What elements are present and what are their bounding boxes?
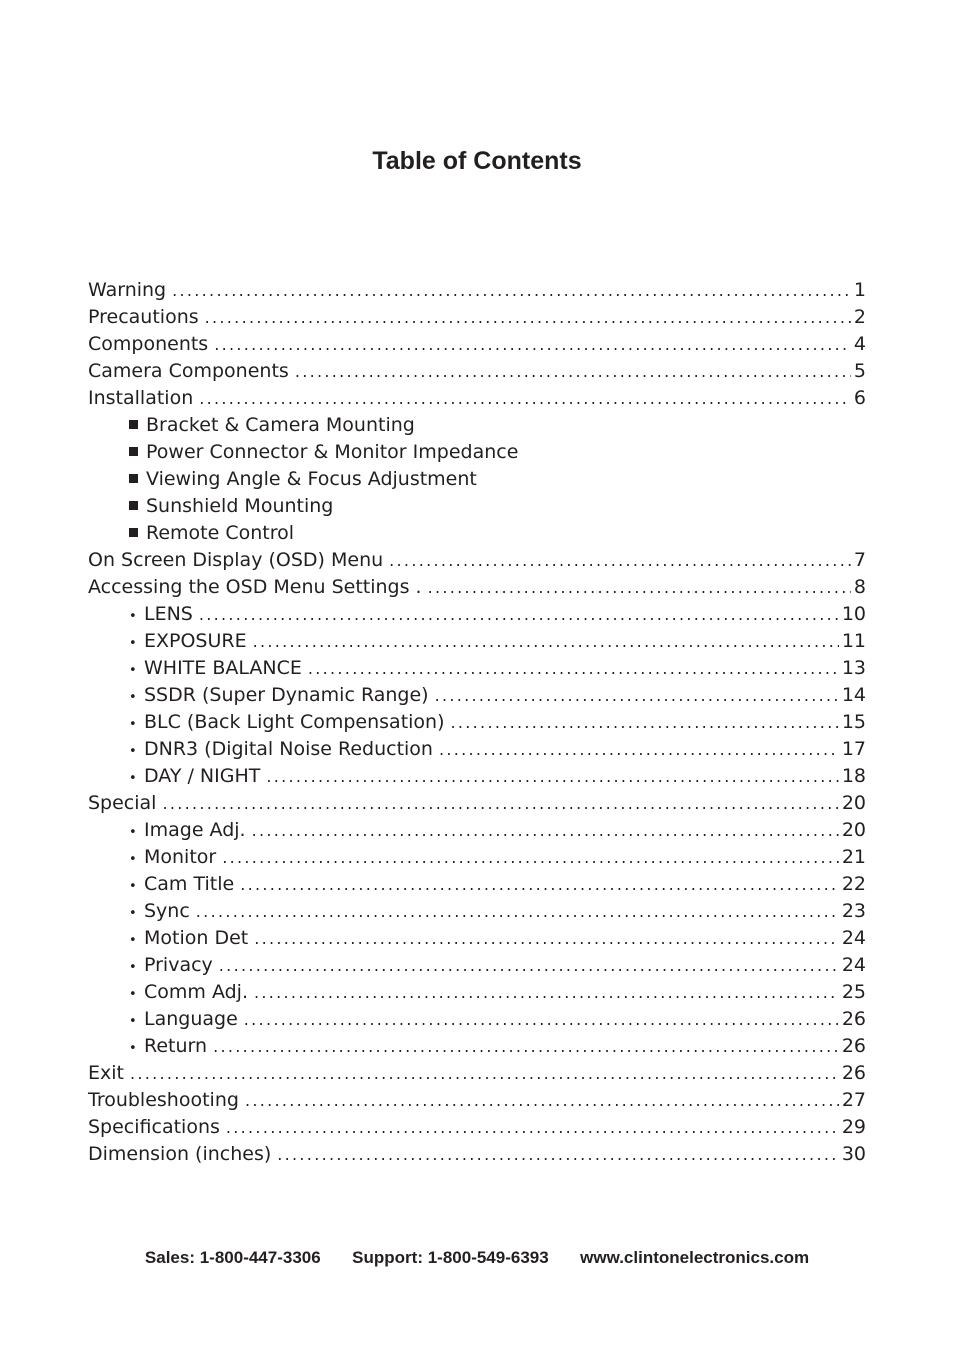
dot-leader <box>222 844 839 871</box>
square-bullet-icon <box>129 447 138 456</box>
dot-leader <box>277 1141 839 1168</box>
toc-entry-label: Specifications <box>88 1116 220 1138</box>
toc-entry[interactable] <box>0 790 954 817</box>
toc-entry[interactable] <box>0 385 954 412</box>
toc-subentry[interactable] <box>0 763 954 790</box>
footer <box>0 1246 954 1270</box>
toc-subentry[interactable] <box>0 439 954 466</box>
dot-leader <box>219 952 839 979</box>
toc-entry-label: Special <box>88 792 157 814</box>
bullet-icon: • <box>129 663 137 678</box>
toc-entry[interactable] <box>0 1141 954 1168</box>
dot-leader <box>435 682 839 709</box>
toc-entry[interactable] <box>0 1114 954 1141</box>
toc-entry-label: Cam Title <box>144 873 235 895</box>
bullet-icon: • <box>129 825 137 840</box>
square-bullet-icon <box>129 528 138 537</box>
toc-subentry[interactable] <box>0 466 954 493</box>
dot-leader <box>254 925 839 952</box>
toc-entry-label: Troubleshooting <box>88 1089 239 1111</box>
toc-entry-label: BLC (Back Light Compensation) <box>144 711 445 733</box>
toc-entry-label: Camera Components <box>88 360 289 382</box>
toc-entry-label: Sunshield Mounting <box>146 495 334 517</box>
toc-entry-page: 30 <box>841 1143 866 1165</box>
bullet-icon: • <box>129 906 137 921</box>
toc-subentry[interactable] <box>0 844 954 871</box>
toc-subentry[interactable] <box>0 898 954 925</box>
toc-entry-page: 10 <box>841 603 866 625</box>
dot-leader <box>172 277 851 304</box>
toc-entry-label: Components <box>88 333 209 355</box>
bullet-icon: • <box>129 1014 137 1029</box>
toc-entry-page: 15 <box>841 711 866 733</box>
toc-subentry[interactable] <box>0 871 954 898</box>
toc-subentry[interactable] <box>0 628 954 655</box>
toc-entry-label: On Screen Display (OSD) Menu <box>88 549 384 571</box>
toc-entry-page: 24 <box>841 954 866 976</box>
toc-entry-page: 4 <box>853 333 866 355</box>
toc-entry-label: Remote Control <box>146 522 295 544</box>
toc-entry-page: 27 <box>841 1089 866 1111</box>
toc-entry-page: 6 <box>853 387 866 409</box>
bullet-icon: • <box>129 717 137 732</box>
bullet-icon: • <box>129 1041 137 1056</box>
toc-subentry[interactable] <box>0 601 954 628</box>
toc-entry-label: Language <box>144 1008 238 1030</box>
toc-entry-label: Precautions <box>88 306 199 328</box>
toc-entry-label: Privacy <box>144 954 213 976</box>
dot-leader <box>428 574 851 601</box>
dot-leader <box>214 331 851 358</box>
bullet-icon: • <box>129 933 137 948</box>
toc-entry-label: DAY / NIGHT <box>144 765 261 787</box>
toc-subentry[interactable] <box>0 682 954 709</box>
toc-entry-page: 17 <box>841 738 866 760</box>
sales-phone: Sales: 1-800-447-3306 <box>144 1248 321 1267</box>
toc-subentry[interactable] <box>0 520 954 547</box>
bullet-icon: • <box>129 690 137 705</box>
toc-entry-page: 2 <box>853 306 866 328</box>
dot-leader <box>451 709 839 736</box>
toc-subentry[interactable] <box>0 952 954 979</box>
toc-entry[interactable] <box>0 304 954 331</box>
dot-leader <box>245 1087 839 1114</box>
toc-entry-page: 18 <box>841 765 866 787</box>
toc-subentry[interactable] <box>0 817 954 844</box>
toc-entry-page: 26 <box>841 1062 866 1084</box>
toc-entry-label: SSDR (Super Dynamic Range) <box>144 684 429 706</box>
dot-leader <box>130 1060 839 1087</box>
dot-leader <box>196 898 839 925</box>
toc-entry-page: 11 <box>841 630 866 652</box>
toc-entry-page: 21 <box>841 846 866 868</box>
toc-entry-label: Viewing Angle & Focus Adjustment <box>146 468 477 490</box>
toc-entry-page: 29 <box>841 1116 866 1138</box>
dot-leader <box>199 385 851 412</box>
toc-entry-page: 26 <box>841 1008 866 1030</box>
square-bullet-icon <box>129 420 138 429</box>
dot-leader <box>205 304 851 331</box>
bullet-icon: • <box>129 609 137 624</box>
toc-subentry[interactable] <box>0 1006 954 1033</box>
dot-leader <box>226 1114 839 1141</box>
dot-leader <box>244 1006 839 1033</box>
toc-subentry[interactable] <box>0 736 954 763</box>
toc-subentry[interactable] <box>0 412 954 439</box>
toc-entry-page: 8 <box>853 576 866 598</box>
bullet-icon: • <box>129 879 137 894</box>
toc-entry-label: Comm Adj. <box>144 981 248 1003</box>
dot-leader <box>162 790 838 817</box>
toc-subentry[interactable] <box>0 925 954 952</box>
toc-entry-page: 14 <box>841 684 866 706</box>
toc-entry-label: Installation <box>88 387 194 409</box>
toc-entry-label: DNR3 (Digital Noise Reduction <box>144 738 433 760</box>
toc-entry-label: Bracket & Camera Mounting <box>146 414 415 436</box>
dot-leader <box>389 547 851 574</box>
dot-leader <box>254 979 839 1006</box>
toc-entry[interactable] <box>0 277 954 304</box>
square-bullet-icon <box>129 501 138 510</box>
toc-entry-page: 25 <box>841 981 866 1003</box>
toc-entry-label: Dimension (inches) <box>88 1143 272 1165</box>
toc-entry-label: Monitor <box>144 846 217 868</box>
page-title: Table of Contents <box>372 147 582 175</box>
square-bullet-icon <box>129 474 138 483</box>
toc-entry-page: 23 <box>841 900 866 922</box>
toc-entry-page: 1 <box>853 279 866 301</box>
bullet-icon: • <box>129 636 137 651</box>
toc-entry-label: Image Adj. <box>144 819 246 841</box>
toc-entry-label: Motion Det <box>144 927 249 949</box>
toc-subentry[interactable] <box>0 979 954 1006</box>
toc-entry-label: Sync <box>144 900 190 922</box>
toc-entry-page: 22 <box>841 873 866 895</box>
toc-entry[interactable] <box>0 574 954 601</box>
toc-entry[interactable] <box>0 1087 954 1114</box>
toc-entry-label: Warning <box>88 279 167 301</box>
toc-entry-label: Exit <box>88 1062 124 1084</box>
toc-entry-page: 20 <box>841 792 866 814</box>
toc-subentry[interactable] <box>0 655 954 682</box>
toc-entry[interactable] <box>0 358 954 385</box>
dot-leader <box>266 763 838 790</box>
toc-entry-label: WHITE BALANCE <box>144 657 302 679</box>
bullet-icon: • <box>129 960 137 975</box>
dot-leader <box>253 628 839 655</box>
toc-entry[interactable] <box>0 547 954 574</box>
toc-subentry[interactable] <box>0 1033 954 1060</box>
toc-subentry[interactable] <box>0 493 954 520</box>
dot-leader <box>308 655 839 682</box>
website-link[interactable]: www.clintonelectronics.com <box>580 1248 810 1267</box>
toc-entry-page: 24 <box>841 927 866 949</box>
toc-entry-label: Return <box>144 1035 208 1057</box>
toc-entry-page: 26 <box>841 1035 866 1057</box>
dot-leader <box>439 736 839 763</box>
toc-entry-page: 7 <box>853 549 866 571</box>
table-of-contents <box>0 277 954 1168</box>
toc-entry[interactable] <box>0 1060 954 1087</box>
bullet-icon: • <box>129 744 137 759</box>
dot-leader <box>213 1033 839 1060</box>
toc-entry-page: 13 <box>841 657 866 679</box>
toc-entry-label: EXPOSURE <box>144 630 247 652</box>
toc-entry-label: Power Connector & Monitor Impedance <box>146 441 519 463</box>
dot-leader <box>199 601 839 628</box>
toc-entry-page: 20 <box>841 819 866 841</box>
bullet-icon: • <box>129 987 137 1002</box>
toc-entry-label: LENS <box>144 603 193 625</box>
toc-entry[interactable] <box>0 331 954 358</box>
dot-leader <box>252 817 839 844</box>
dot-leader <box>295 358 851 385</box>
toc-subentry[interactable] <box>0 709 954 736</box>
toc-entry-label: Accessing the OSD Menu Settings . <box>88 576 422 598</box>
dot-leader <box>240 871 839 898</box>
bullet-icon: • <box>129 771 137 786</box>
bullet-icon: • <box>129 852 137 867</box>
support-phone: Support: 1-800-549-6393 <box>352 1248 549 1267</box>
toc-entry-page: 5 <box>853 360 866 382</box>
